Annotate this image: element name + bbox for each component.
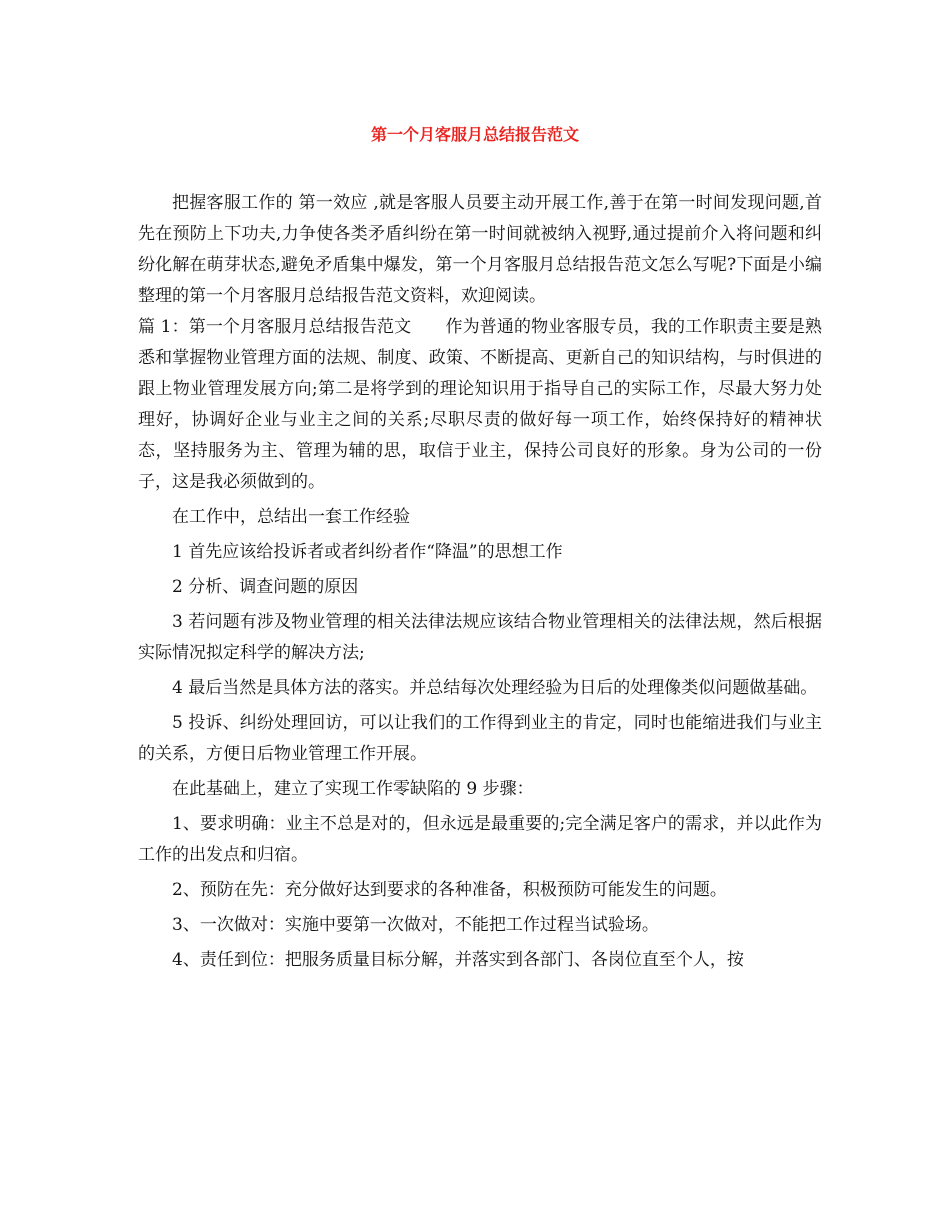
steps-heading: 在此基础上，建立了实现工作零缺陷的 9 步骤： [172,779,534,799]
step-item-1: 1、要求明确：业主不总是对的，但永远是最重要的;完全满足客户的需求，并以此作为工作的出发点和归宿。 [138,814,822,865]
experience-heading: 在工作中，总结出一套工作经验 [172,507,410,527]
step-item-4: 4、责任到位：把服务质量目标分解，并落实到各部门、各岗位直至个人，按 [172,950,744,970]
intro-paragraph: 把握客服工作的 第一效应 ,就是客服人员要主动开展工作,善于在第一时间发现问题,首先在预防上下功夫,力争使各类矛盾纠纷在第一时间就被纳入视野,通过提前介入将问题和纠纷化解在萌芽状态,避免矛盾集中爆发，第一个月客服月总结报告范文怎么写呢?下面是小编整理的第一个月客服月总结报告范文资料，欢迎阅读。 [138,193,822,306]
experience-item-5: 5 投诉、纠纷处理回访，可以让我们的工作得到业主的肯定，同时也能缩进我们与业主的关系，方便日后物业管理工作开展。 [138,713,822,764]
step-item-3: 3、一次做对：实施中要第一次做对，不能把工作过程当试验场。 [172,915,659,935]
experience-item-1: 1 首先应该给投诉者或者纠纷者作“降温”的思想工作 [172,542,563,562]
experience-item-2: 2 分析、调查问题的原因 [172,577,359,597]
document-body [138,188,822,976]
experience-item-4: 4 最后当然是具体方法的落实。并总结每次处理经验为日后的处理像类似问题做基础。 [172,678,818,698]
document-title: 第一个月客服月总结报告范文 [370,125,579,144]
article-paragraph: 篇 1：第一个月客服月总结报告范文 作为普通的物业客服专员，我的工作职责主要是熟悉和掌握物业管理方面的法规、制度、政策、不断提高、更新自己的知识结构，与时俱进的跟上物业管理发展方向;第二是将学到的理论知识用于指导自己的实际工作，尽最大努力处理好，协调好企业与业主之间的关系;尽职尽责的做好每一项工作，始终保持好的精神状态，坚持服务为主、管理为辅的思，取信于业主，保持公司良好的形象。身为公司的一份子，这是我必须做到的。 [138,317,822,492]
step-item-2: 2、预防在先：充分做好达到要求的各种准备，积极预防可能发生的问题。 [172,880,727,900]
experience-item-3: 3 若问题有涉及物业管理的相关法律法规应该结合物业管理相关的法律法规，然后根据实际情况拟定科学的解决方法; [138,612,822,663]
